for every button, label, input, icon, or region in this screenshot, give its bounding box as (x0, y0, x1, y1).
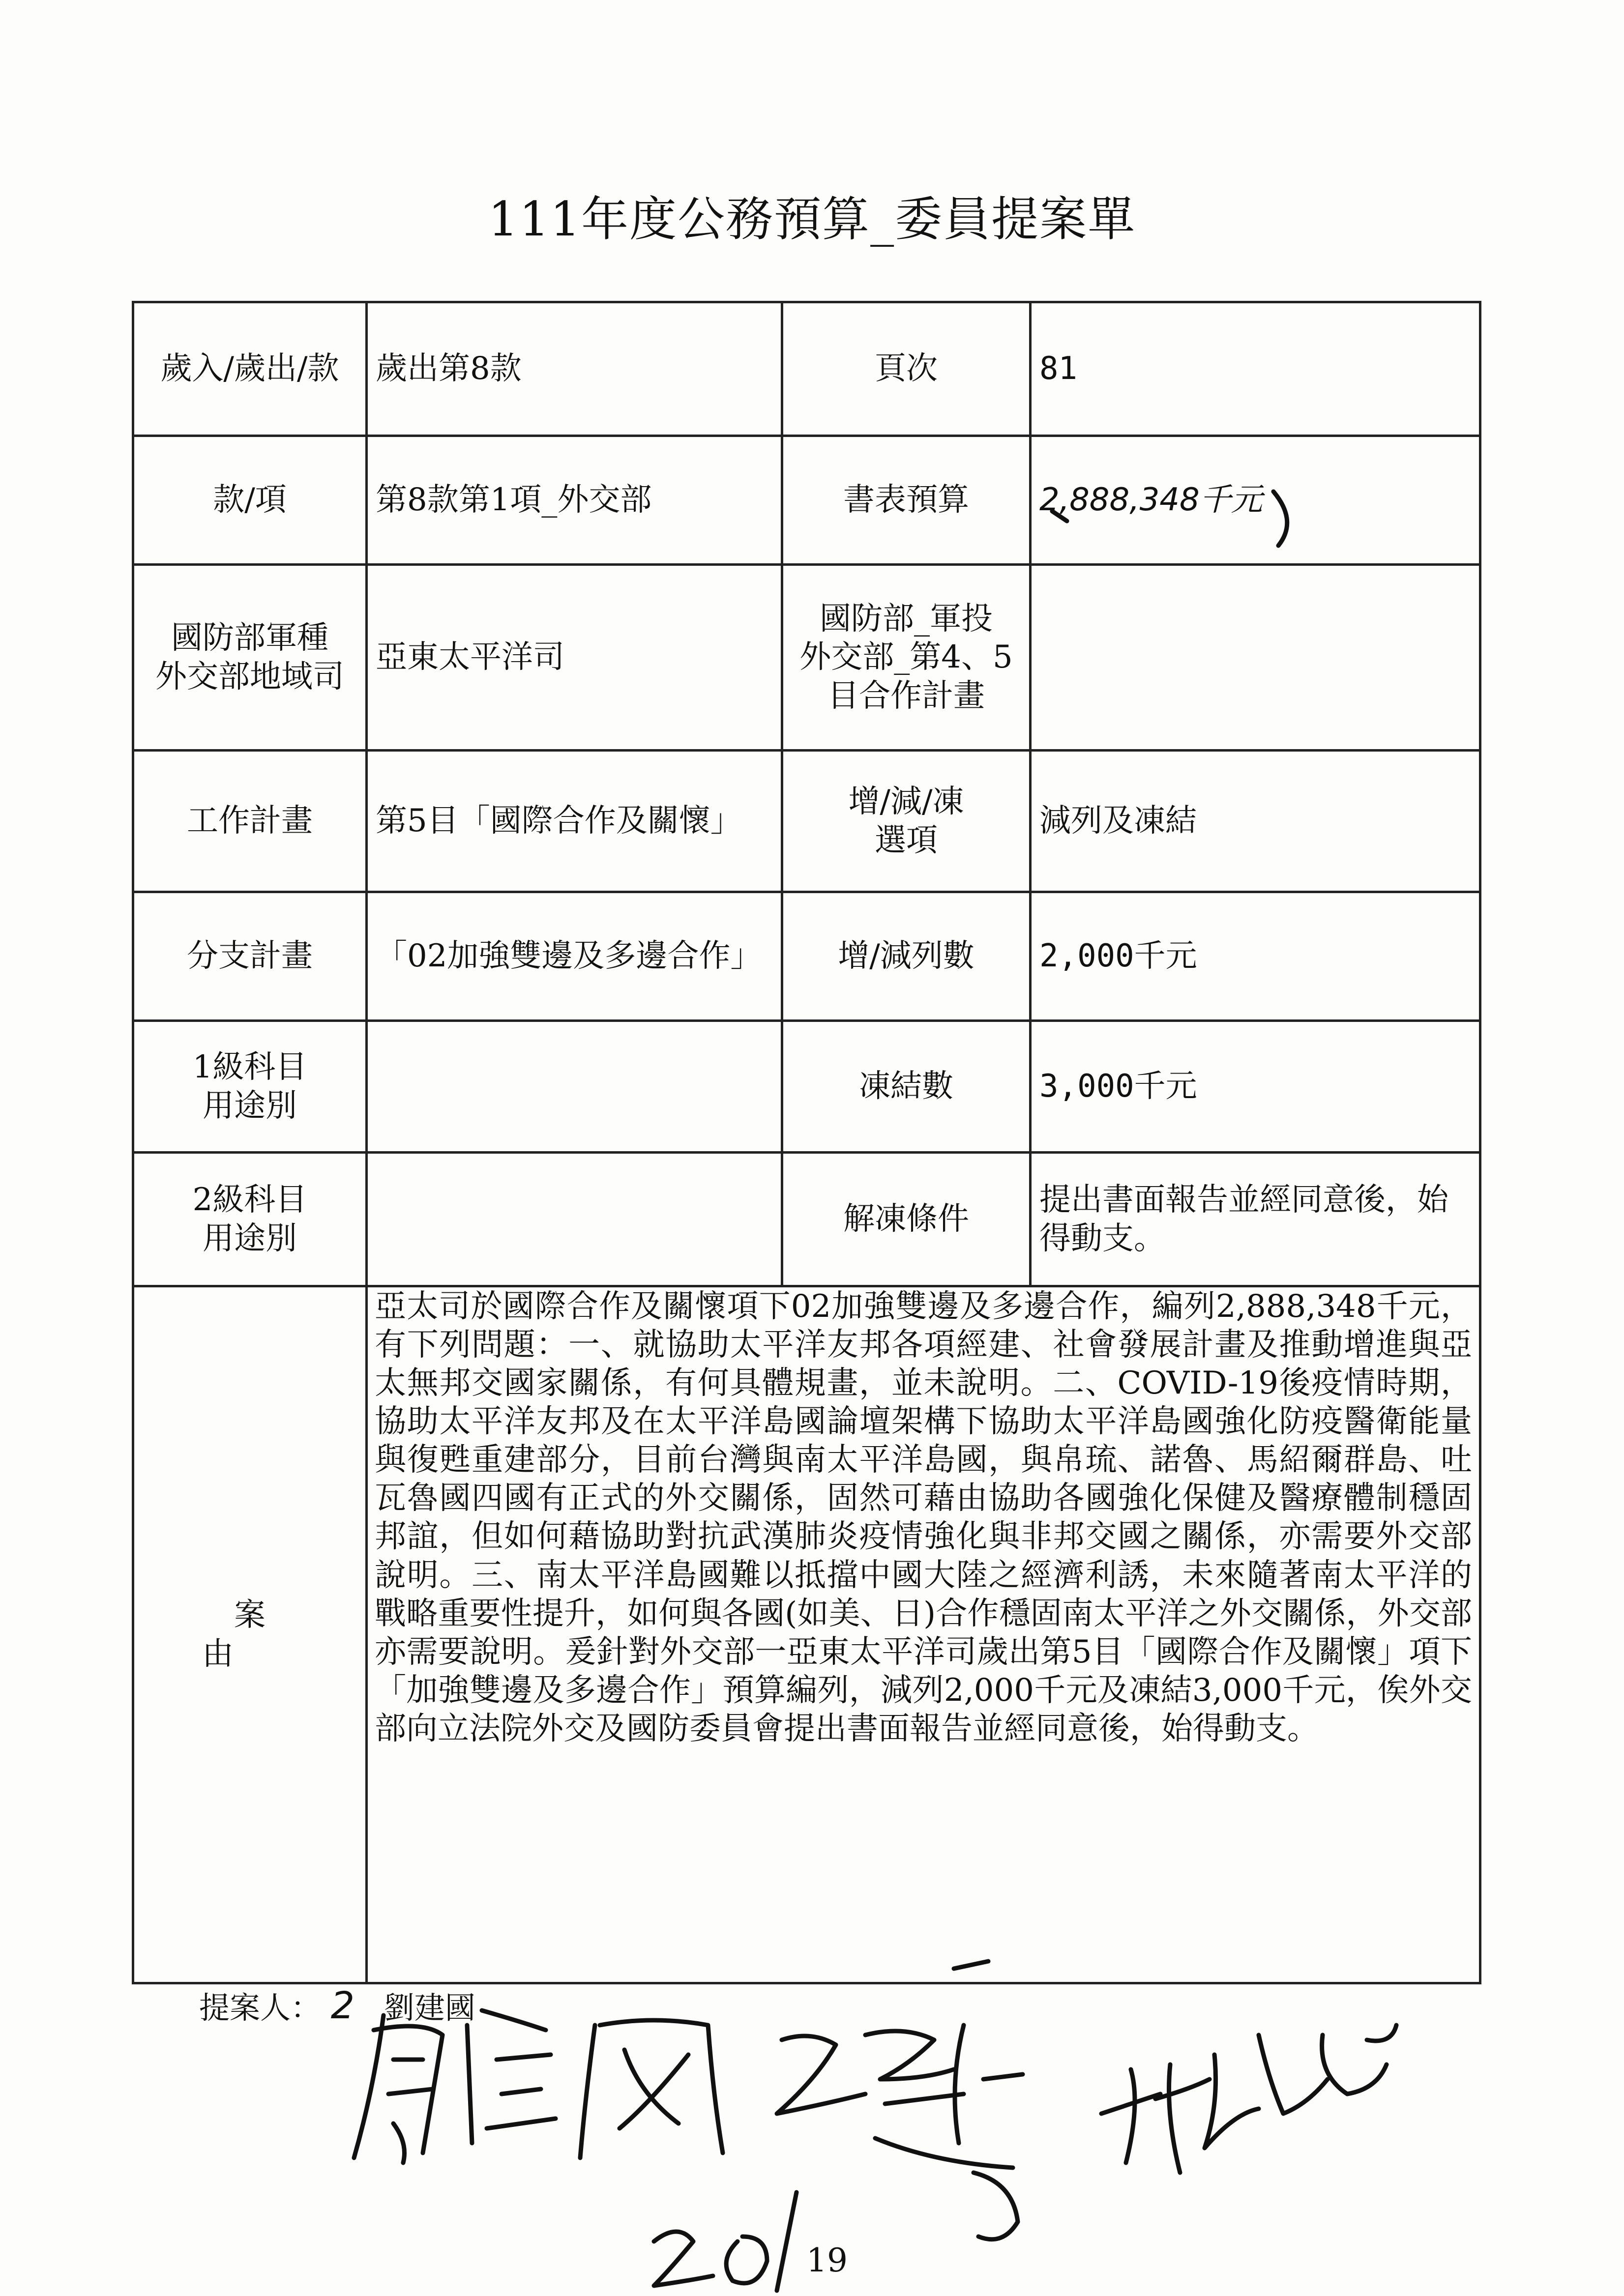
label-level2-line1: 2級科目 (192, 1182, 307, 1219)
label-department-line2: 外交部地域司 (155, 658, 344, 695)
label-account: 歲入/歲出/款 (133, 302, 367, 436)
label-adjust-line1: 增/減/凍 (848, 784, 964, 820)
value-unfreeze-condition: 提出書面報告並經同意後，始得動支。 (1031, 1153, 1480, 1286)
label-cooperation-line2: 外交部_第4、5 (799, 639, 1013, 676)
signature-stroke (580, 2020, 723, 2158)
reason-text: 亞太司於國際合作及關懷項下02加強雙邊及多邊合作，編列2,888,348千元，有下列問題：一、就協助太平洋友邦各項經建、社會發展計畫及推動增進與亞太無邦交國家關係，有何具體規畫，並未說明。二、COVID-19後疫情時期，協助太平洋友邦及在太平洋島國論壇架構下協助太平洋島國強化防疫醫衛能量與復甦重建部分，目前台灣與南太平洋島國，與帛琉、諾魯、馬紹爾群島、吐瓦魯國四國有正式的外交關係，固然可藉由協助各國強化保健及醫療體制穩固邦誼，但如何藉協助對抗武漢肺炎疫情強化與非邦交國之關係，亦需要外交部說明。三、南太平洋島國難以抵擋中國大陸之經濟利誘，未來隨著南太平洋的戰略重要性提升，如何與各國(如美、日)合作穩固南太平洋之外交關係，外交部亦需要說明。爰針對外交部一亞東太平洋司歲出第5目「國際合作及關懷」項下「加強雙邊及多邊合作」預算編列，減列2,000千元及凍結3,000千元，俟外交部向立法院外交及國防委員會提出書面報告並經同意後，始得動支。 (367, 1286, 1480, 1983)
footer-number-stroke (777, 2192, 797, 2291)
signature-stroke (354, 2015, 443, 2163)
label-level2-line2: 用途別 (203, 1220, 297, 1257)
footer-number-stroke (654, 2232, 713, 2286)
label-department-line1: 國防部軍種 (171, 620, 328, 657)
label-adjust-line2: 選項 (875, 822, 938, 859)
label-budget: 書表預算 (782, 436, 1031, 565)
value-budget-handwritten: 2,888,348千元 (1031, 436, 1480, 565)
value-work-plan: 第5目「國際合作及關懷」 (367, 751, 782, 892)
pen-mark (1052, 492, 1287, 546)
label-cooperation-line1: 國防部_軍投 (820, 601, 993, 638)
page-title: 111年度公務預算_委員提案單 (488, 192, 1136, 247)
label-level1-line1: 1級科目 (192, 1049, 307, 1086)
label-item: 款/項 (133, 436, 367, 565)
label-unfreeze-condition: 解凍條件 (782, 1153, 1031, 1286)
value-department: 亞東太平洋司 (367, 565, 782, 751)
label-freeze-amount: 凍結數 (782, 1021, 1031, 1153)
signature-stroke (865, 2025, 1023, 2168)
value-freeze-amount: 3,000千元 (1031, 1021, 1480, 1153)
label-cooperation-line3: 目合作計畫 (827, 677, 985, 714)
proposer-number-handwritten: 2 (330, 1983, 355, 2027)
proposer-name: 劉建國 (384, 1990, 475, 2026)
label-work-plan: 工作計畫 (133, 751, 367, 892)
label-level1-line2: 用途別 (203, 1087, 297, 1124)
label-reduction-amount: 增/減列數 (782, 892, 1031, 1021)
value-account: 歲出第8款 (367, 302, 782, 436)
signature-stroke (777, 2036, 865, 2114)
value-adjust-option: 減列及凍結 (1031, 751, 1480, 892)
signature-stroke (1101, 2025, 1396, 2173)
label-reason: 案由 (133, 1286, 367, 1983)
pen-mark (954, 1961, 988, 1969)
value-branch-plan: 「02加強雙邊及多邊合作」 (367, 892, 782, 1021)
page-number: 19 (806, 2241, 848, 2279)
value-item: 第8款第1項_外交部 (367, 436, 782, 565)
label-branch-plan: 分支計畫 (133, 892, 367, 1021)
value-reduction-amount: 2,000千元 (1031, 892, 1480, 1021)
value-page: 81 (1031, 302, 1480, 436)
signature-stroke (467, 2010, 556, 2143)
proposer-label: 提案人： (199, 1990, 322, 2026)
label-page: 頁次 (782, 302, 1031, 436)
footer-number-stroke (726, 2237, 767, 2283)
signature-stroke (974, 2173, 1018, 2239)
